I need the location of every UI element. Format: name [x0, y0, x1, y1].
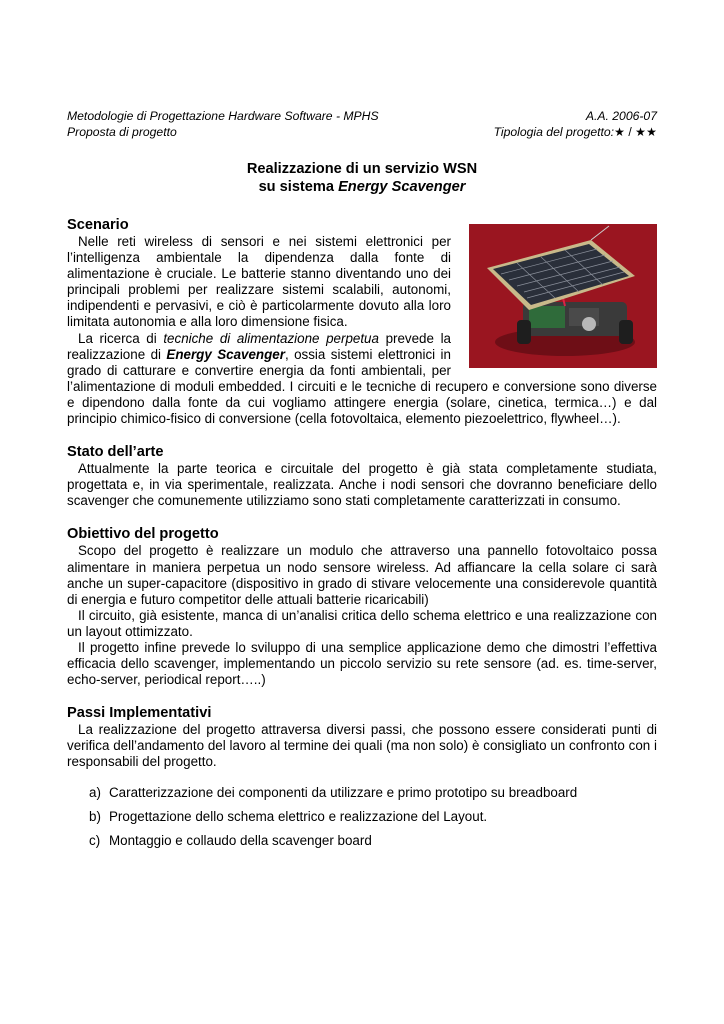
scenario-p2-italic: tecniche di alimentazione perpetua	[163, 330, 379, 346]
list-item	[89, 833, 657, 849]
star-icon: ★ / ★★	[614, 125, 657, 139]
heading-obiettivo: Obiettivo del progetto	[67, 526, 219, 543]
list-marker: b)	[89, 808, 101, 824]
section-scenario	[67, 216, 657, 427]
heading-stato-arte: Stato dell’arte	[67, 444, 164, 461]
section-passi	[67, 704, 657, 848]
title-line-2-prefix: su sistema	[258, 179, 339, 195]
title-line-1: Realizzazione di un servizio WSN	[246, 161, 478, 177]
obiettivo-paragraph-2: Il circuito, già esistente, manca di un’analisi critica dello schema elettrico e una realizzazione con un layout ottimizzato.	[67, 607, 657, 639]
header-row-2	[67, 124, 657, 140]
list-item	[89, 809, 657, 825]
list-marker: a)	[89, 784, 101, 800]
course-name: Metodologie di Progettazione Hardware Software - MPHS	[67, 109, 379, 123]
list-item-text: Caratterizzazione dei componenti da utilizzare e primo prototipo su breadboard	[109, 784, 578, 800]
header-row-1	[67, 108, 657, 124]
stato-paragraph-1: Attualmente la parte teorica e circuitale del progetto è già stata completamente studiata, progettata e, in via sperimentale, realizzata. Anche i nodi sensori che dovranno beneficiare dello scavenger che comunemente utilizziamo sono stati completamente caratterizzati in consumo.	[67, 461, 657, 509]
robot-solar-panel-illustration	[469, 224, 657, 368]
list-item-text: Montaggio e collaudo della scavenger board	[109, 832, 372, 848]
scenario-p2-part-a: La ricerca di	[78, 330, 164, 346]
project-type-label: Tipologia del progetto:	[493, 125, 615, 139]
document-page	[67, 108, 657, 857]
list-item-text: Progettazione dello schema elettrico e realizzazione del Layout.	[109, 808, 488, 824]
title-line-2	[67, 178, 657, 196]
heading-passi: Passi Implementativi	[67, 705, 212, 722]
passi-paragraph-1: La realizzazione del progetto attraversa diversi passi, che possono essere considerati punti di verifica dell’andamento del lavoro al termine dei quali (ma non solo) è consigliato un confronto con i responsabili del progetto.	[67, 722, 657, 770]
title-line-2-italic: Energy Scavenger	[338, 179, 466, 195]
section-stato-arte	[67, 443, 657, 509]
obiettivo-paragraph-3: Il progetto infine prevede lo sviluppo di una semplice applicazione demo che dimostri l’effettiva efficacia dello scavenger, implementando un piccolo servizio su rete sensore (ad. es. time-server, echo-server, periodical report…..)	[67, 639, 657, 688]
section-obiettivo	[67, 525, 657, 688]
obiettivo-paragraph-1: Scopo del progetto è realizzare un modulo che attraverso una pannello fotovoltaico possa alimentare in maniera perpetua un nodo sensore wireless. Ad affiancare la cella solare ci sarà anche un super-capacitore (dispositivo in grado di stivare velocemente una considerevole quantità di energia e futuro competitor delle attuali batterie ricaricabili)	[67, 543, 657, 607]
scenario-p2-bold: Energy Scavenger	[166, 346, 285, 362]
scenario-paragraph-1: Nelle reti wireless di sensori e nei sistemi elettronici per l’intelligenza ambientale la dipendenza dalla fonte di alimentazione è cruciale. Le batterie stanno diventando uno dei principali problemi per realizzare sistemi scalabili, autonomi, indipendenti e pervasivi, e ciò è particolarmente dovuto alla loro limitata autonomia e alla loro dimensione fisica.	[67, 234, 451, 330]
academic-year: A.A. 2006-07	[585, 109, 657, 123]
scenario-p2-part-c: , ossia sistemi elettronici in grado di catturare e convertire energia da fonti ambientali, per l’alimentazione di moduli embedded. I circuiti e le tecniche di recupero e conversione sono diverse e dipendono dalla fonte da cui vogliamo attingere energia (solare, cinetica, termica…) e dal principio chimico-fisico di conversione (cella fotovoltaica, elemento piezoelettrico, flywheel…).	[67, 346, 657, 427]
scenario-p2-part-b: prevede la realizzazione di	[67, 330, 451, 362]
energy-scavenger-photo	[469, 224, 657, 368]
project-type	[494, 124, 657, 140]
steps-list	[89, 785, 657, 849]
document-title	[67, 160, 657, 196]
list-marker: c)	[89, 832, 101, 848]
proposal-label: Proposta di progetto	[67, 125, 177, 139]
list-item	[89, 785, 657, 801]
heading-scenario: Scenario	[67, 217, 129, 233]
